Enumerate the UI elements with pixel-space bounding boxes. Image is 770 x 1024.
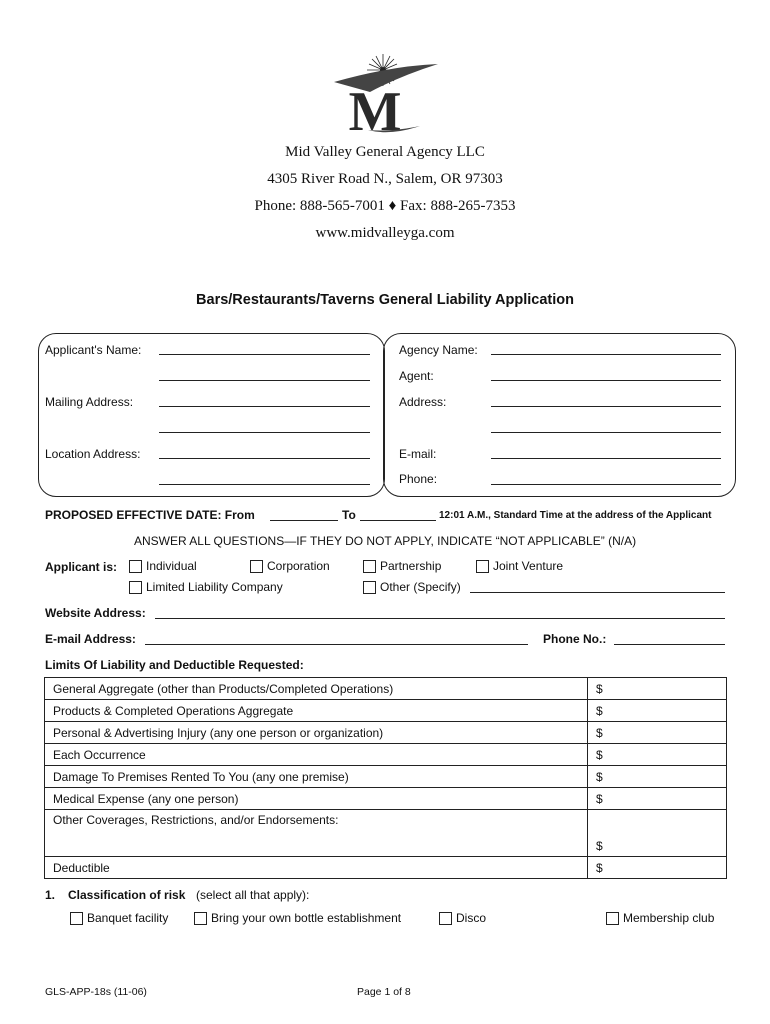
llc-label: Limited Liability Company bbox=[146, 580, 283, 594]
company-name: Mid Valley General Agency LLC bbox=[285, 144, 485, 160]
applicant-info-box bbox=[38, 333, 385, 497]
agency-phone-field[interactable] bbox=[491, 484, 721, 485]
limit-amount-field[interactable]: $ bbox=[588, 678, 727, 700]
other-checkbox[interactable] bbox=[363, 581, 376, 594]
form-title: Bars/Restaurants/Taverns General Liability Application bbox=[196, 292, 574, 308]
limit-label: Products & Completed Operations Aggregate bbox=[45, 700, 588, 722]
limit-amount-field[interactable]: $ bbox=[588, 744, 727, 766]
form-id: GLS-APP-18s (11-06) bbox=[45, 986, 147, 998]
limit-amount-field[interactable]: $ bbox=[588, 857, 727, 879]
classification-number: 1. bbox=[45, 888, 56, 902]
limit-label: Deductible bbox=[45, 857, 588, 879]
disco-checkbox[interactable] bbox=[439, 912, 452, 925]
email-label: E-mail Address: bbox=[45, 632, 136, 646]
mailing-address-label: Mailing Address: bbox=[45, 395, 134, 409]
applicant-name-label: Applicant's Name: bbox=[45, 343, 142, 357]
effective-to-label: To bbox=[342, 508, 356, 522]
table-row bbox=[45, 678, 727, 700]
other-label: Other (Specify) bbox=[380, 580, 461, 594]
classification-note: (select all that apply): bbox=[196, 888, 310, 902]
membership-club-label: Membership club bbox=[623, 911, 715, 925]
limit-amount-field[interactable]: $ bbox=[588, 810, 727, 857]
limit-label: Each Occurrence bbox=[45, 744, 588, 766]
agency-phone-label: Phone: bbox=[399, 472, 438, 486]
table-row bbox=[45, 788, 727, 810]
limits-heading: Limits Of Liability and Deductible Requested: bbox=[45, 658, 304, 672]
company-phone-fax: Phone: 888-565-7001 ♦ Fax: 888-265-7353 bbox=[254, 198, 516, 214]
agency-address-field[interactable] bbox=[491, 406, 721, 407]
table-row bbox=[45, 810, 727, 857]
phone-no-field[interactable] bbox=[614, 644, 725, 645]
location-address-field[interactable] bbox=[159, 458, 370, 459]
limit-label: Personal & Advertising Injury (any one person or organization) bbox=[45, 722, 588, 744]
agency-address-label: Address: bbox=[399, 395, 447, 409]
email-field[interactable] bbox=[145, 644, 528, 645]
effective-date-label: PROPOSED EFFECTIVE DATE: From bbox=[45, 508, 255, 522]
limit-amount-field[interactable]: $ bbox=[588, 766, 727, 788]
limits-table bbox=[44, 677, 727, 879]
byob-label: Bring your own bottle establishment bbox=[211, 911, 402, 925]
limit-amount-field[interactable]: $ bbox=[588, 700, 727, 722]
limit-label: Medical Expense (any one person) bbox=[45, 788, 588, 810]
disco-label: Disco bbox=[456, 911, 487, 925]
banquet-facility-label: Banquet facility bbox=[87, 911, 169, 925]
svg-text:M: M bbox=[348, 81, 402, 136]
effective-to-field[interactable] bbox=[360, 520, 436, 521]
agency-name-field[interactable] bbox=[491, 354, 721, 355]
instruction-text: ANSWER ALL QUESTIONS—IF THEY DO NOT APPLY, INDICATE “NOT APPLICABLE” (N/A) bbox=[133, 534, 637, 548]
logo-star-icon bbox=[330, 52, 442, 136]
joint-venture-label: Joint Venture bbox=[493, 559, 564, 573]
effective-time-note: 12:01 A.M., Standard Time at the address of the Applicant bbox=[439, 510, 712, 521]
banquet-facility-checkbox[interactable] bbox=[70, 912, 83, 925]
agency-email-label: E-mail: bbox=[399, 447, 437, 461]
table-row bbox=[45, 857, 727, 879]
applicant-name-field-line2[interactable] bbox=[159, 380, 370, 381]
company-address: 4305 River Road N., Salem, OR 97303 bbox=[267, 171, 503, 187]
agent-label: Agent: bbox=[399, 369, 434, 383]
limit-label[interactable]: Other Coverages, Restrictions, and/or Endorsements: bbox=[45, 810, 588, 857]
joint-venture-checkbox[interactable] bbox=[476, 560, 489, 573]
agency-email-field[interactable] bbox=[491, 458, 721, 459]
mailing-address-field-line2[interactable] bbox=[159, 432, 370, 433]
website-field[interactable] bbox=[155, 618, 725, 619]
location-address-label: Location Address: bbox=[45, 447, 141, 461]
agent-field[interactable] bbox=[491, 380, 721, 381]
limit-label: Damage To Premises Rented To You (any one premise) bbox=[45, 766, 588, 788]
agency-name-label: Agency Name: bbox=[399, 343, 478, 357]
applicant-is-label: Applicant is: bbox=[45, 560, 118, 574]
location-address-field-line2[interactable] bbox=[159, 484, 370, 485]
individual-checkbox[interactable] bbox=[129, 560, 142, 573]
agency-address-field-line2[interactable] bbox=[491, 432, 721, 433]
classification-heading: Classification of risk bbox=[68, 888, 186, 902]
phone-no-label: Phone No.: bbox=[543, 632, 607, 646]
company-website: www.midvalleyga.com bbox=[315, 225, 455, 241]
individual-label: Individual bbox=[146, 559, 197, 573]
byob-checkbox[interactable] bbox=[194, 912, 207, 925]
other-specify-field[interactable] bbox=[470, 592, 725, 593]
limit-amount-field[interactable]: $ bbox=[588, 722, 727, 744]
limit-amount-field[interactable]: $ bbox=[588, 788, 727, 810]
membership-club-checkbox[interactable] bbox=[606, 912, 619, 925]
corporation-label: Corporation bbox=[267, 559, 330, 573]
mailing-address-field[interactable] bbox=[159, 406, 370, 407]
page-number: Page 1 of 8 bbox=[357, 986, 411, 998]
table-row bbox=[45, 744, 727, 766]
applicant-name-field[interactable] bbox=[159, 354, 370, 355]
limit-label: General Aggregate (other than Products/Completed Operations) bbox=[45, 678, 588, 700]
company-logo bbox=[330, 52, 442, 136]
table-row bbox=[45, 722, 727, 744]
corporation-checkbox[interactable] bbox=[250, 560, 263, 573]
table-row bbox=[45, 766, 727, 788]
table-row bbox=[45, 700, 727, 722]
effective-from-field[interactable] bbox=[270, 520, 338, 521]
llc-checkbox[interactable] bbox=[129, 581, 142, 594]
partnership-checkbox[interactable] bbox=[363, 560, 376, 573]
partnership-label: Partnership bbox=[380, 559, 442, 573]
website-label: Website Address: bbox=[45, 606, 146, 620]
